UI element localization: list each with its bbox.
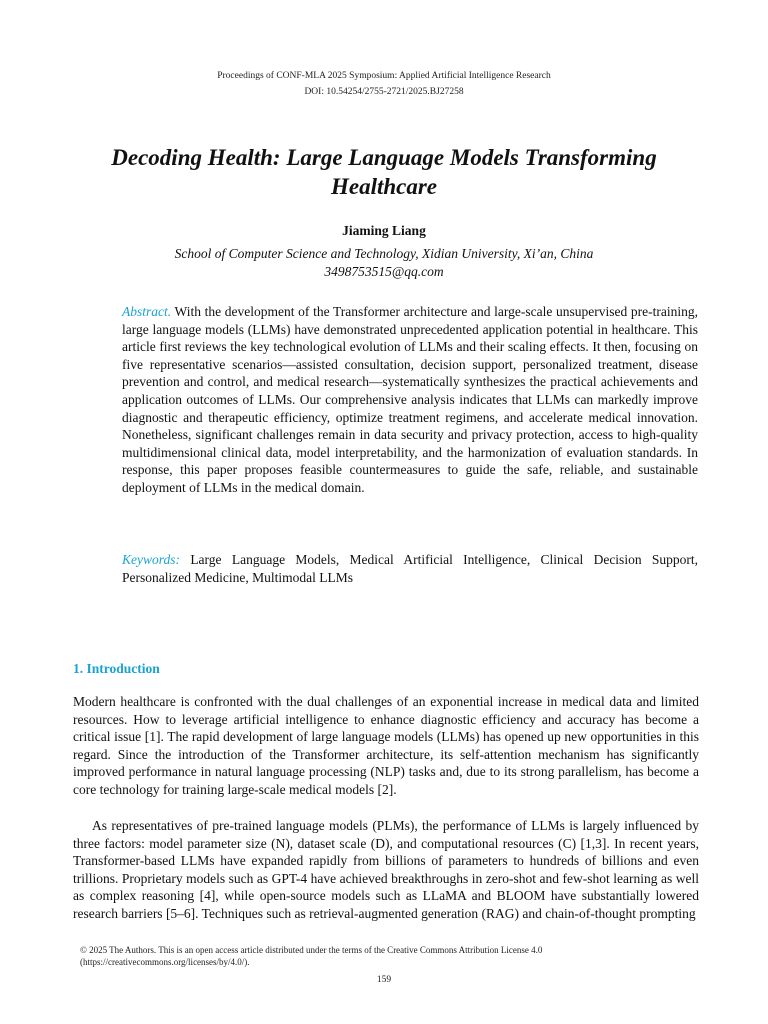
body-paragraph: Modern healthcare is confronted with the dual challenges of an exponential increase in medical data and limited resources. How to leverage artificial intelligence to enhance diagnostic efficiency and accuracy has become a critical issue [1]. The rapid development of large language models (LLMs) has opened up new opportunities in this regard. Since the introduction of the Transformer architecture, its self-attention mechanism has significantly improved performance in natural language processing (NLP) tasks and, due to its strong parallelism, has become a core technology for training large-scale medical models [2]. [73, 694, 699, 797]
keywords-label: Keywords: [122, 552, 180, 567]
license-footnote: © 2025 The Authors. This is an open access article distributed under the terms of the Creative Commons Attribution License 4.0 (https://creativecommons.org/licenses/by/4.0/). [80, 945, 543, 967]
abstract-text: With the development of the Transformer architecture and large-scale unsupervised pre-training, large language models (LLMs) have demonstrated unprecedented application potential in healthcare. This article first reviews the key technological evolution of LLMs and their scaling effects. It then, focusing on five representative scenarios—assisted consultation, decision support, personalized treatment, disease prevention and control, and medical research—systematically synthesizes the practical achievements and application outcomes of LLMs. Our comprehensive analysis indicates that LLMs can markedly improve diagnostic and therapeutic efficiency, optimize treatment regimens, and accelerate medical innovation. Nonetheless, significant challenges remain in data security and privacy protection, access to high-quality multidimensional clinical data, model interpretability, and the harmonization of evaluation standards. In response, this paper proposes feasible countermeasures to guide the safe, reliable, and sustainable deployment of LLMs in the medical domain. [122, 304, 698, 495]
section-heading-introduction: 1. Introduction [73, 661, 160, 676]
body-paragraph: As representatives of pre-trained language models (PLMs), the performance of LLMs is largely influenced by three factors: model parameter size (N), dataset scale (D), and computational resources (C) [1,3]. In recent years, Transformer-based LLMs have expanded rapidly from billions of parameters to hundreds of billions and even trillions. Proprietary models such as GPT-4 have achieved breakthroughs in zero-shot and few-shot learning as well as complex reasoning [4], while open-source models such as LLaMA and BLOOM have substantially lowered research barriers [5–6]. Techniques such as retrieval-augmented generation (RAG) and chain-of-thought prompting [73, 818, 699, 921]
paper-title: Decoding Health: Large Language Models Transforming Healthcare [111, 145, 657, 199]
proceedings-line: Proceedings of CONF-MLA 2025 Symposium: Applied Artificial Intelligence Research [217, 71, 551, 81]
abstract-label: Abstract. [122, 304, 172, 319]
doi-line: DOI: 10.54254/2755-2721/2025.BJ27258 [304, 87, 464, 97]
abstract [122, 303, 698, 497]
author-name: Jiaming Liang [342, 223, 426, 238]
author-affiliation: School of Computer Science and Technology, Xidian University, Xi’an, China [174, 246, 594, 261]
keywords [122, 551, 698, 586]
author-email[interactable]: 3498753515@qq.com [324, 264, 444, 279]
keywords-text: Large Language Models, Medical Artificial Intelligence, Clinical Decision Support, Personalized Medicine, Multimodal LLMs [122, 552, 699, 585]
page-number: 159 [376, 975, 392, 985]
